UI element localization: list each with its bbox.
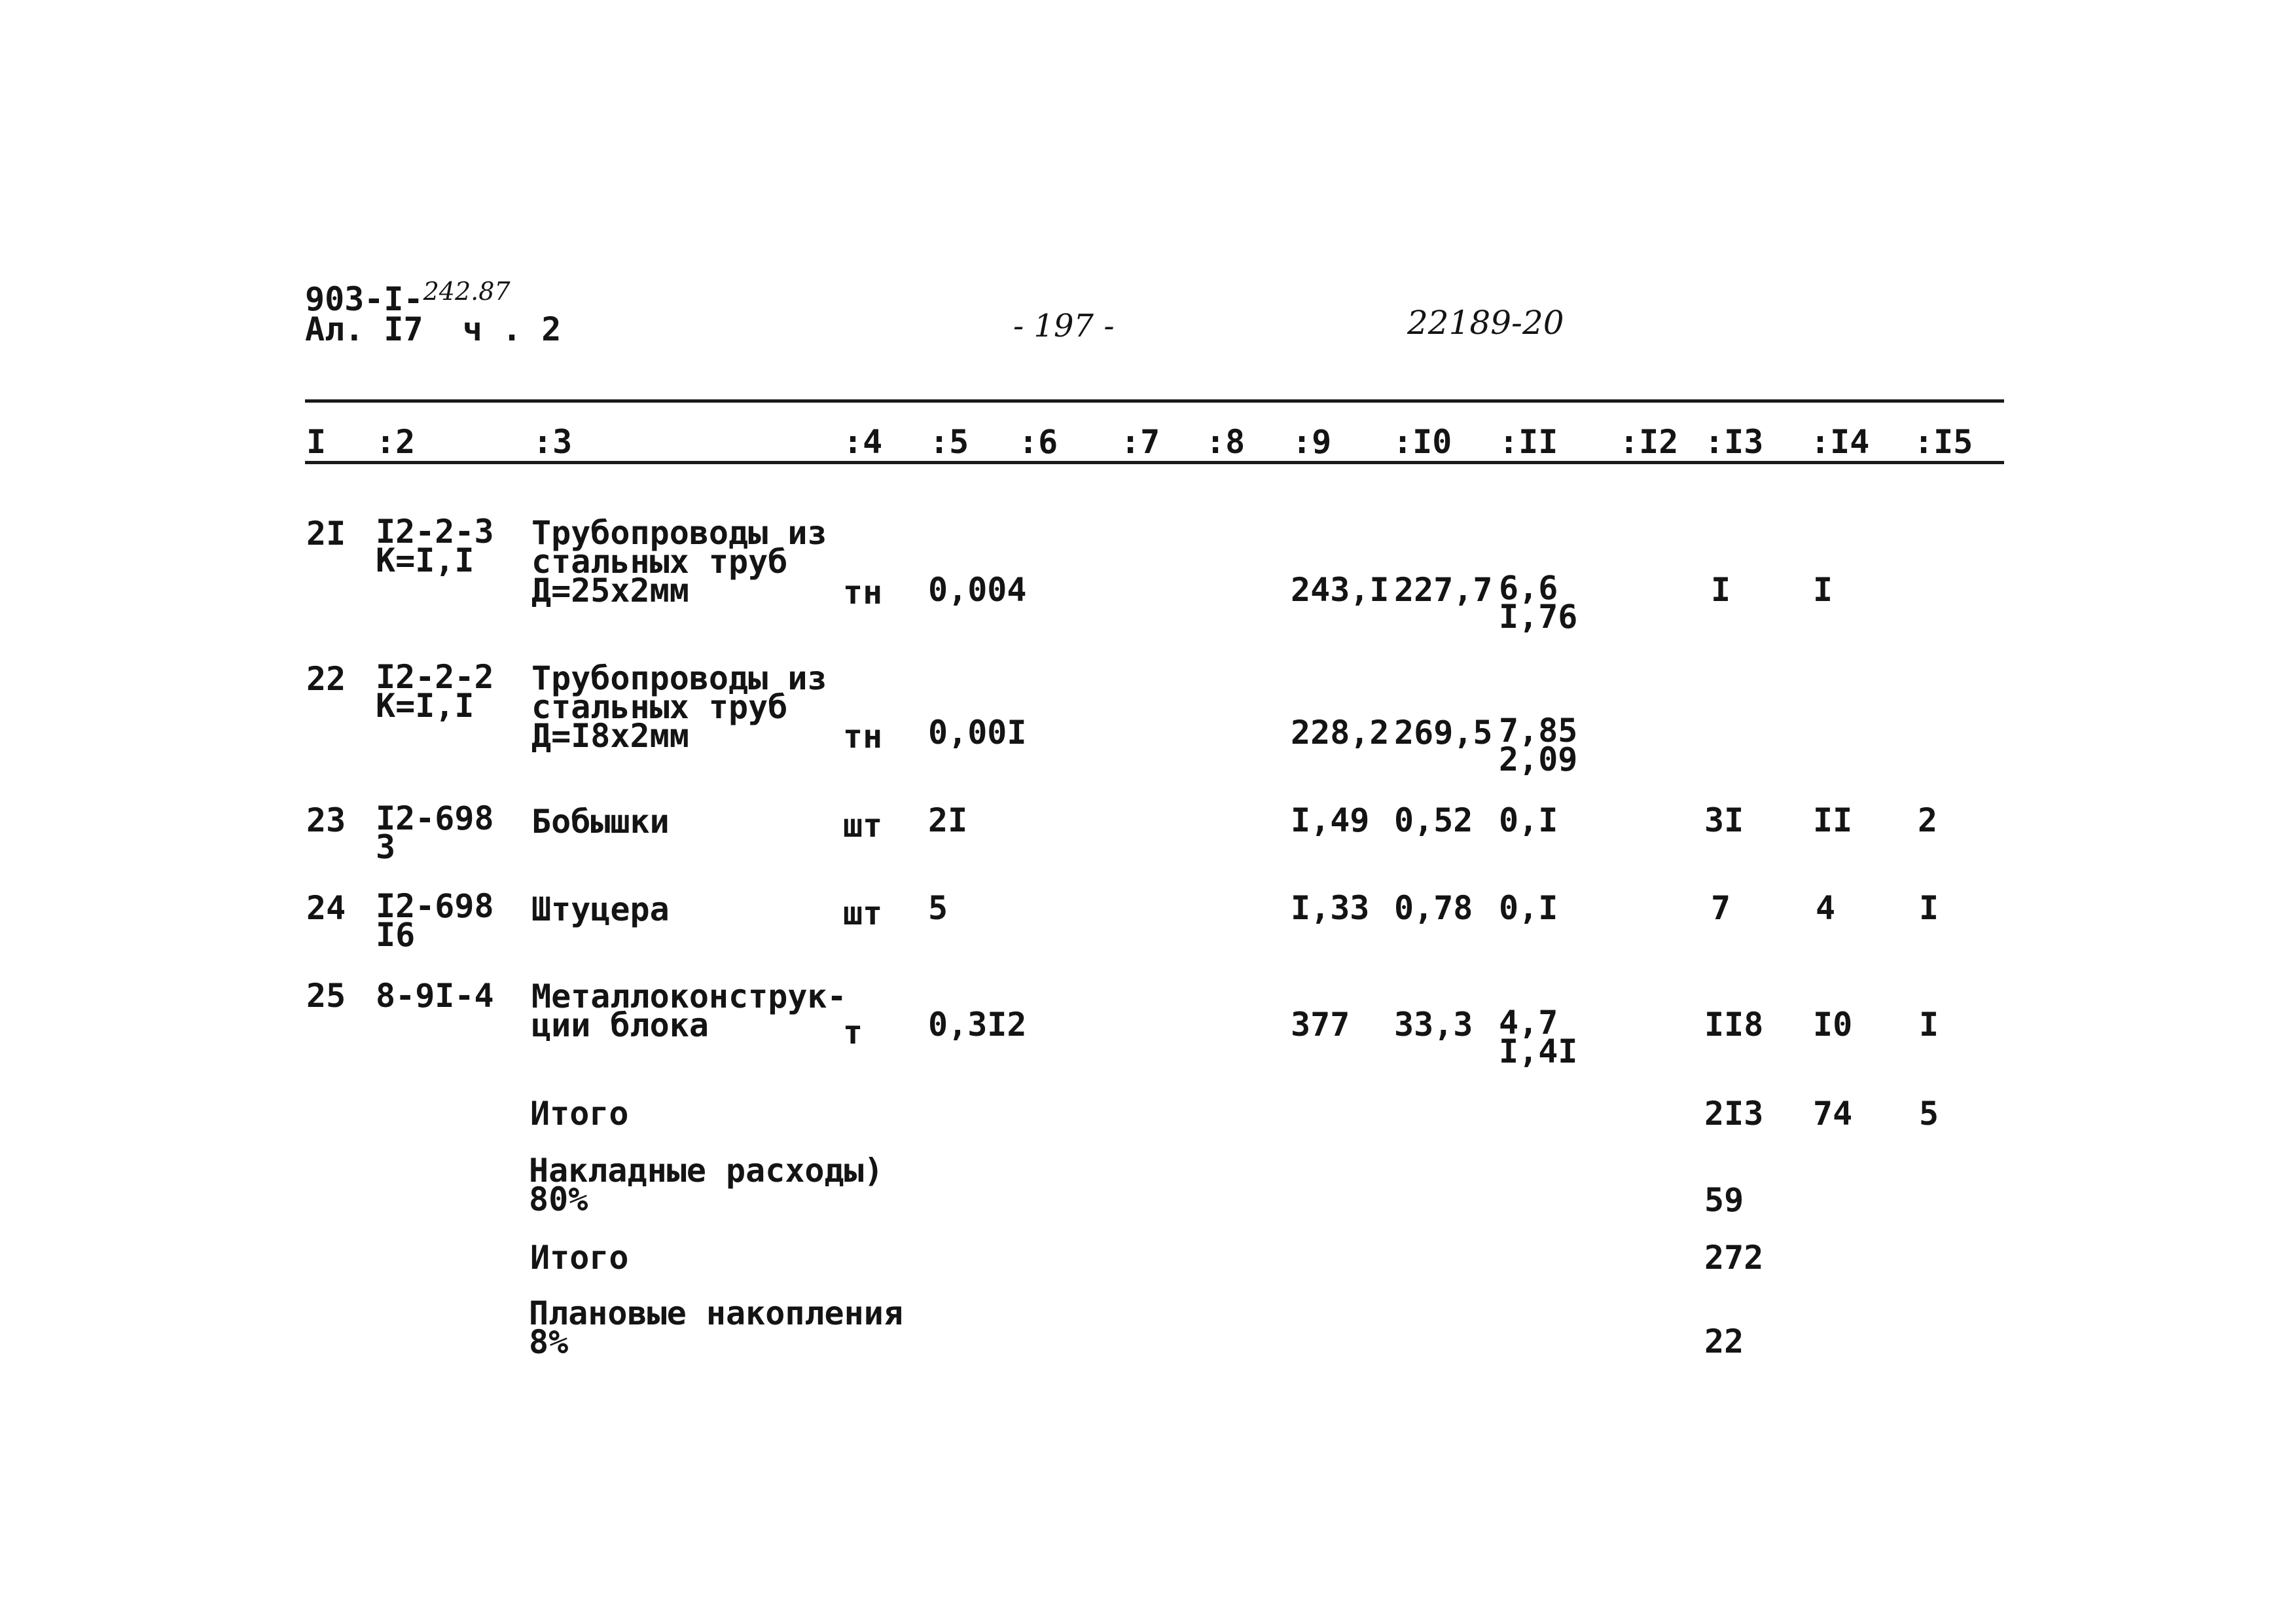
name-line: Д=I8х2мм [531, 717, 689, 755]
row-code [376, 887, 494, 954]
row-col11 [1499, 712, 1578, 778]
row-number: 2I [306, 515, 346, 553]
column-header-11: :II [1499, 423, 1558, 461]
code-line: I2-698 [376, 799, 494, 837]
col11-line: I,76 [1499, 598, 1578, 636]
row-name [531, 514, 827, 610]
name-line: стальных труб [531, 688, 788, 726]
row-col11: 0,I [1499, 801, 1558, 839]
total-label: Итого [530, 1239, 629, 1277]
row-col11 [1499, 569, 1578, 636]
row-col14: I [1813, 571, 1833, 609]
name-line: ции блока [531, 1006, 709, 1044]
row-col10: 33,3 [1394, 1006, 1473, 1044]
row-number: 25 [306, 977, 346, 1015]
column-header-6: :6 [1018, 423, 1058, 461]
column-header-3: :3 [533, 423, 573, 461]
table-header-rule [305, 461, 2004, 464]
row-number: 23 [306, 801, 346, 839]
col11-line: 6,6 [1499, 569, 1558, 607]
col11-line: 2,09 [1499, 740, 1578, 778]
col11-line: 7,85 [1499, 712, 1578, 750]
row-quantity: 2I [928, 801, 968, 839]
total-label: Итого [530, 1095, 629, 1133]
label-line: Накладные расходы) [529, 1152, 884, 1190]
page-number: - 197 - [1013, 308, 1115, 344]
label-line: Плановые накопления [529, 1294, 903, 1332]
table-top-rule [305, 399, 2004, 403]
column-header-13: :I3 [1704, 423, 1764, 461]
row-col15: I [1919, 889, 1939, 927]
row-col15: I [1919, 1006, 1939, 1044]
code-line: I2-698 [376, 887, 494, 925]
row-unit: шт [843, 894, 883, 932]
name-line: Д=25х2мм [531, 572, 689, 610]
sheet-line: Ал. I7 ч . 2 [305, 310, 562, 348]
row-number: 22 [306, 660, 346, 698]
column-header-14: :I4 [1810, 423, 1870, 461]
column-header-8: :8 [1206, 423, 1246, 461]
overhead-label [529, 1152, 884, 1218]
row-code [376, 658, 494, 725]
row-quantity: 0,004 [928, 571, 1027, 609]
row-unit: тн [843, 718, 883, 756]
column-header-4: :4 [843, 423, 883, 461]
row-col9: I,33 [1291, 889, 1370, 927]
row-quantity: 0,00I [928, 714, 1027, 752]
row-col10: 0,78 [1394, 889, 1473, 927]
row-quantity: 5 [928, 889, 948, 927]
row-col10: 269,5 [1394, 714, 1493, 752]
row-code [376, 513, 494, 579]
row-unit: тн [843, 574, 883, 611]
row-col9: 243,I [1291, 571, 1390, 609]
row-quantity: 0,3I2 [928, 1006, 1027, 1044]
name-line: Металлоконструк- [531, 977, 847, 1015]
overhead-col13: 59 [1704, 1181, 1744, 1219]
column-header-12: :I2 [1619, 423, 1679, 461]
planned-savings-label [529, 1294, 903, 1361]
code-line: I6 [376, 916, 416, 954]
code-line: К=I,I [376, 541, 475, 579]
row-name: Штуцера [531, 890, 670, 928]
reference-number: 22189-20 [1407, 304, 1564, 342]
column-header-10: :I0 [1393, 423, 1452, 461]
row-code [376, 799, 494, 866]
row-col11 [1499, 1004, 1578, 1070]
label-line: 8% [529, 1323, 569, 1361]
row-col13: 3I [1704, 801, 1744, 839]
name-line: Трубопроводы из [531, 514, 827, 552]
code-line: I2-2-2 [376, 658, 494, 696]
column-header-5: :5 [929, 423, 969, 461]
code-line: 3 [376, 828, 396, 866]
code-line: I2-2-3 [376, 513, 494, 551]
total-col13: 272 [1704, 1239, 1764, 1277]
row-name: Бобышки [531, 803, 670, 841]
code-line: К=I,I [376, 687, 475, 725]
name-line: Трубопроводы из [531, 659, 827, 697]
row-name [531, 977, 847, 1044]
row-col10: 227,7 [1394, 571, 1493, 609]
col11-line: I,4I [1499, 1032, 1578, 1070]
column-header-15: :I5 [1914, 423, 1973, 461]
row-number: 24 [306, 889, 346, 927]
row-unit: т [843, 1013, 863, 1051]
row-col14: 4 [1816, 889, 1836, 927]
row-col9: I,49 [1291, 801, 1370, 839]
row-name [531, 659, 827, 755]
row-col9: 377 [1291, 1006, 1350, 1044]
row-col10: 0,52 [1394, 801, 1473, 839]
row-col13: I [1711, 571, 1731, 609]
row-col14: I0 [1813, 1006, 1853, 1044]
row-col9: 228,2 [1291, 714, 1390, 752]
row-col13: 7 [1711, 889, 1731, 927]
column-header-1: I [306, 423, 327, 461]
row-col15: 2 [1918, 801, 1938, 839]
row-col13: II8 [1704, 1006, 1764, 1044]
total-col13: 2I3 [1704, 1095, 1764, 1133]
doc-prefix: 903-I- [305, 280, 423, 318]
row-unit: шт [843, 807, 883, 845]
label-line: 80% [529, 1180, 588, 1218]
column-header-9: :9 [1292, 423, 1332, 461]
planned-savings-col13: 22 [1704, 1322, 1744, 1360]
name-line: стальных труб [531, 543, 788, 581]
total-col15: 5 [1919, 1095, 1939, 1133]
doc-handwritten-number: 242.87 [423, 277, 511, 306]
row-col14: II [1813, 801, 1853, 839]
column-header-2: :2 [376, 423, 416, 461]
total-col14: 74 [1813, 1095, 1853, 1133]
row-col11: 0,I [1499, 889, 1558, 927]
column-header-7: :7 [1121, 423, 1160, 461]
col11-line: 4,7 [1499, 1004, 1558, 1042]
row-code: 8-9I-4 [376, 977, 494, 1015]
